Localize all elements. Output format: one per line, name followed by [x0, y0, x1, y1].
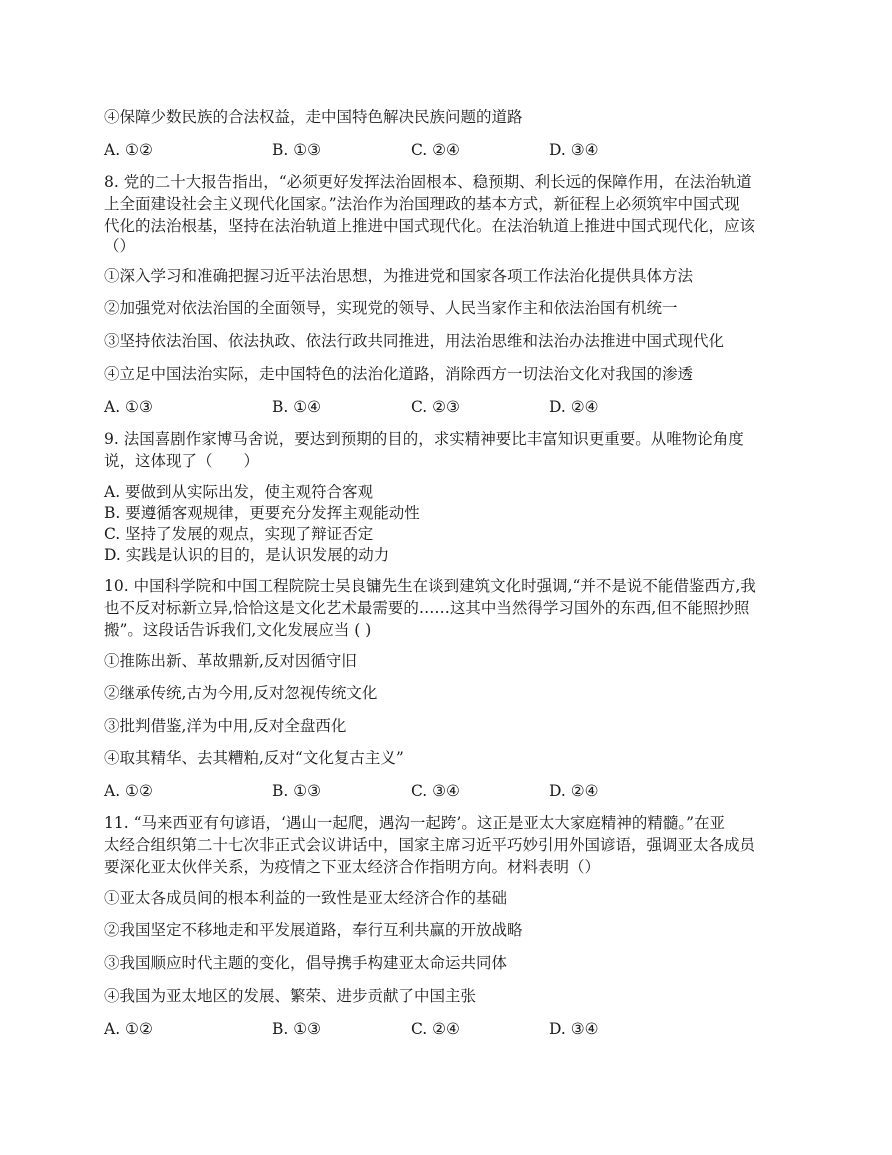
q10-item-2: ②继承传统,古为今用,反对忽视传统文化	[104, 684, 378, 702]
q8-item-1: ①深入学习和准确把握习近平法治思想，为推进党和国家各项工作法治化提供具体方法	[104, 267, 694, 285]
q9-choice-a: A. 要做到从实际出发，使主观符合客观	[104, 483, 374, 501]
q9-stem-line: 9. 法国喜剧作家博马舍说，要达到预期的目的，求实精神要比丰富知识更重要。从唯物论角度	[104, 430, 744, 448]
q11-option-a: A. ①②	[104, 1020, 153, 1038]
q8-stem-line: 8. 党的二十大报告指出，“必须更好发挥法治固根本、稳预期、利长远的保障作用，在法治轨道	[104, 173, 752, 191]
q8-stem-line: 上全面建设社会主义现代化国家。”法治作为治国理政的基本方式，新征程上必须筑牢中国式现	[104, 195, 740, 213]
q11-option-c: C. ②④	[411, 1020, 460, 1038]
q11-item-1: ①亚太各成员间的根本利益的一致性是亚太经济合作的基础	[104, 889, 508, 907]
q8-option-a: A. ①③	[104, 398, 153, 416]
q9-stem-line: 说，这体现了（ ）	[104, 452, 260, 470]
q10-item-3: ③批判借鉴,洋为中用,反对全盘西化	[104, 717, 347, 735]
q8-stem-line: （）	[104, 237, 136, 255]
q11-item-3: ③我国顺应时代主题的变化，倡导携手构建亚太命运共同体	[104, 954, 508, 972]
q11-stem-line: 11. “马来西亚有句谚语，‘遇山一起爬，遇沟一起跨’。这正是亚太大家庭精神的精髓。”在亚	[104, 814, 726, 832]
q8-option-d: D. ②④	[549, 398, 599, 416]
q10-item-1: ①推陈出新、革故鼎新,反对因循守旧	[104, 652, 357, 670]
q8-options	[104, 397, 704, 417]
q8-option-c: C. ②③	[411, 398, 460, 416]
q10-option-d: D. ②④	[549, 782, 599, 800]
q10-item-4: ④取其精华、去其糟粕,反对“文化复古主义”	[104, 749, 404, 767]
q8-item-4: ④立足中国法治实际，走中国特色的法治化道路，消除西方一切法治文化对我国的渗透	[104, 365, 694, 383]
q8-option-b: B. ①④	[272, 398, 322, 416]
q7-option-a: A. ①②	[104, 141, 153, 159]
q10-options	[104, 781, 704, 801]
q8-item-3: ③坚持依法治国、依法执政、依法行政共同推进，用法治思维和法治办法推进中国式现代化	[104, 332, 725, 350]
q10-option-c: C. ③④	[411, 782, 460, 800]
q7-option-c: C. ②④	[411, 141, 460, 159]
q7-option-b: B. ①③	[272, 141, 322, 159]
q11-stem-line: 要深化亚太伙伴关系，为疫情之下亚太经济合作指明方向。材料表明（）	[104, 858, 601, 876]
q9-choice-b: B. 要遵循客观规律，更要充分发挥主观能动性	[104, 504, 420, 522]
q8-item-2: ②加强党对依法治国的全面领导，实现党的领导、人民当家作主和依法治国有机统一	[104, 299, 678, 317]
q11-option-d: D. ③④	[549, 1020, 599, 1038]
q7-option-d: D. ③④	[549, 141, 599, 159]
q9-choice-c: C. 坚持了发展的观点，实现了辩证否定	[104, 525, 374, 543]
q7-item-4: ④保障少数民族的合法权益，走中国特色解决民族问题的道路	[104, 108, 523, 126]
q8-stem-line: 代化的法治根基，坚持在法治轨道上推进中国式现代化。在法治轨道上推进中国式现代化，应该	[104, 217, 756, 235]
q11-item-2: ②我国坚定不移地走和平发展道路，奉行互利共赢的开放战略	[104, 921, 523, 939]
q10-option-a: A. ①②	[104, 782, 153, 800]
q7-options	[104, 140, 704, 160]
q10-stem-line: 也不反对标新立异,恰恰这是文化艺术最需要的……这其中当然得学习国外的东西,但不能照抄照	[104, 599, 750, 617]
q11-options	[104, 1019, 704, 1039]
q9-choice-d: D. 实践是认识的目的，是认识发展的动力	[104, 546, 390, 564]
q11-item-4: ④我国为亚太地区的发展、繁荣、进步贡献了中国主张	[104, 987, 477, 1005]
q11-option-b: B. ①③	[272, 1020, 322, 1038]
q10-stem-line: 10. 中国科学院和中国工程院院士吴良镛先生在谈到建筑文化时强调,“并不是说不能借鉴西方,我	[104, 577, 756, 595]
q11-stem-line: 太经合组织第二十七次非正式会议讲话中，国家主席习近平巧妙引用外国谚语，强调亚太各成员	[104, 836, 756, 854]
q10-option-b: B. ①③	[272, 782, 322, 800]
q10-stem-line: 搬”。这段话告诉我们,文化发展应当 ( )	[104, 621, 372, 639]
